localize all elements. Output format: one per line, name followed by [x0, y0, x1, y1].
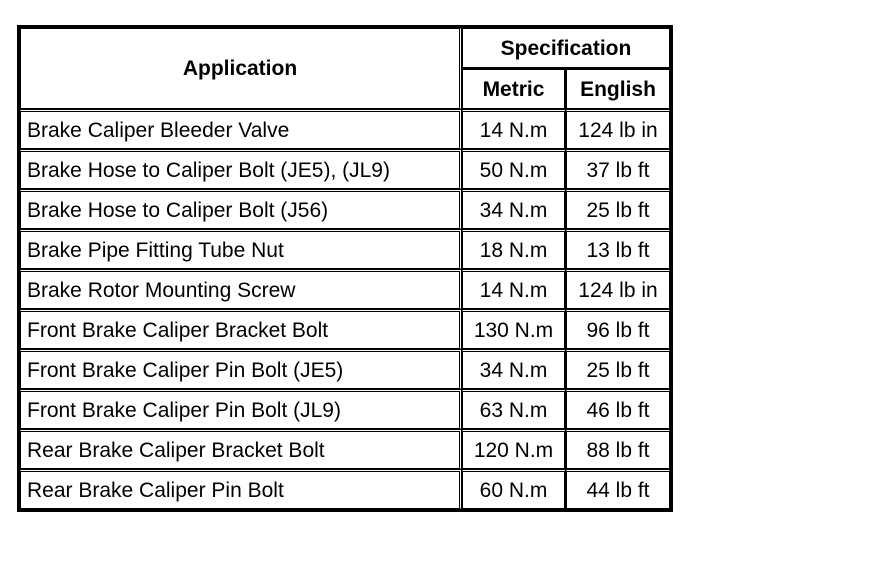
english-cell: 46 lb ft: [566, 389, 670, 429]
table-row: [20, 149, 670, 189]
application-header: Application: [20, 28, 462, 109]
application-cell: Brake Hose to Caliper Bolt (JE5), (JL9): [20, 149, 462, 189]
specification-header: Specification: [462, 28, 670, 68]
english-cell: 124 lb in: [566, 109, 670, 149]
table-row: [20, 229, 670, 269]
metric-cell: 34 N.m: [462, 349, 566, 389]
metric-cell: 18 N.m: [462, 229, 566, 269]
application-cell: Brake Pipe Fitting Tube Nut: [20, 229, 462, 269]
metric-cell: 34 N.m: [462, 189, 566, 229]
metric-cell: 14 N.m: [462, 269, 566, 309]
table-row: [20, 189, 670, 229]
metric-cell: 130 N.m: [462, 309, 566, 349]
english-cell: 124 lb in: [566, 269, 670, 309]
english-cell: 13 lb ft: [566, 229, 670, 269]
english-cell: 25 lb ft: [566, 349, 670, 389]
english-cell: 96 lb ft: [566, 309, 670, 349]
metric-cell: 50 N.m: [462, 149, 566, 189]
english-header: English: [566, 68, 670, 109]
english-cell: 44 lb ft: [566, 469, 670, 509]
application-cell: Front Brake Caliper Bracket Bolt: [20, 309, 462, 349]
table-row: [20, 429, 670, 469]
application-cell: Front Brake Caliper Pin Bolt (JL9): [20, 389, 462, 429]
table-row: [20, 349, 670, 389]
english-cell: 25 lb ft: [566, 189, 670, 229]
application-cell: Rear Brake Caliper Pin Bolt: [20, 469, 462, 509]
metric-header: Metric: [462, 68, 566, 109]
metric-cell: 14 N.m: [462, 109, 566, 149]
metric-cell: 63 N.m: [462, 389, 566, 429]
english-cell: 88 lb ft: [566, 429, 670, 469]
english-cell: 37 lb ft: [566, 149, 670, 189]
metric-cell: 120 N.m: [462, 429, 566, 469]
fastener-specification-table: [17, 25, 673, 512]
metric-cell: 60 N.m: [462, 469, 566, 509]
application-cell: Front Brake Caliper Pin Bolt (JE5): [20, 349, 462, 389]
application-cell: Brake Hose to Caliper Bolt (J56): [20, 189, 462, 229]
table-row: [20, 469, 670, 509]
table-row: [20, 109, 670, 149]
table-row: [20, 269, 670, 309]
table-row: [20, 309, 670, 349]
application-cell: Rear Brake Caliper Bracket Bolt: [20, 429, 462, 469]
application-cell: Brake Rotor Mounting Screw: [20, 269, 462, 309]
table-row: [20, 389, 670, 429]
application-cell: Brake Caliper Bleeder Valve: [20, 109, 462, 149]
